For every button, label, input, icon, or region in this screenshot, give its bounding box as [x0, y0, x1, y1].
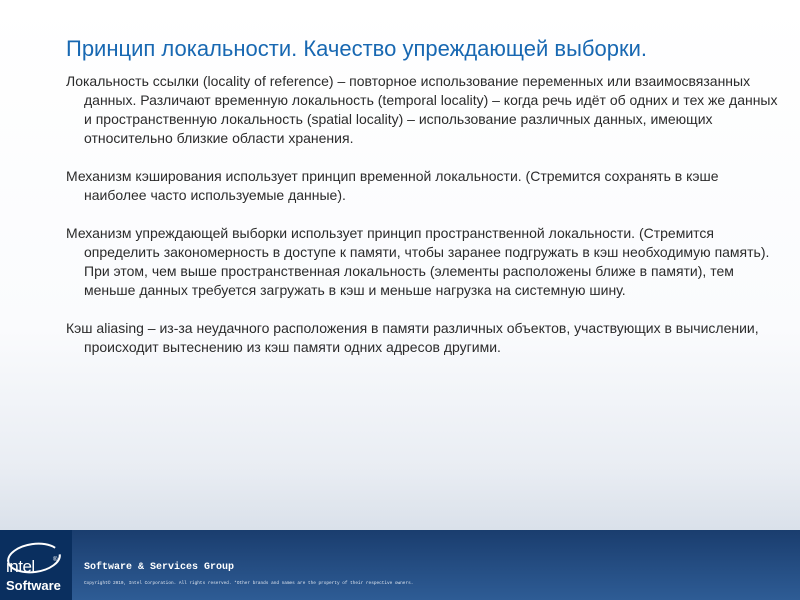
- intel-software-logo: [0, 530, 72, 600]
- paragraph-locality-definition: Локальность ссылки (locality of reference) – повторное использование переменных или взаимосвязанных данных. Различают временную локальность (temporal locality) – когда речь идёт об одних и тех же данных и пространственную локальность (spatial locality) – использование различных данных, имеющих относительно близкие области хранения.: [66, 73, 778, 146]
- logo-registered-mark: ®: [53, 557, 58, 563]
- paragraph-cache-aliasing: Кэш aliasing – из-за неудачного расположения в памяти различных объектов, участвующих в вычислении, происходит вытеснению из кэш памяти одних адресов другими.: [66, 320, 759, 355]
- paragraph-prefetch: Механизм упреждающей выборки использует принцип пространственной локальности. (Стремится определить закономерность в доступе к памяти, чтобы заранее подгружать в кэш необходимую память). При этом, чем выше пространственная локальность (элементы расположены ближе в памяти), тем меньше данных требуется загружать в кэш и меньше нагрузка на системную шину.: [66, 225, 770, 298]
- footer-copyright: Copyright© 2010, Intel Corporation. All rights reserved. *Other brands and names are the property of their respective owners.: [84, 581, 414, 586]
- slide-title: Принцип локальности. Качество упреждающей выборки.: [66, 36, 647, 61]
- logo-software-label: Software: [6, 578, 61, 593]
- slide-body: [66, 72, 778, 376]
- footer-group-name: Software & Services Group: [84, 562, 235, 573]
- logo-wordmark: intel: [6, 557, 35, 576]
- paragraph-caching: Механизм кэширования использует принцип временной локальности. (Стремится сохранять в кэше наиболее часто используемые данные).: [66, 168, 719, 203]
